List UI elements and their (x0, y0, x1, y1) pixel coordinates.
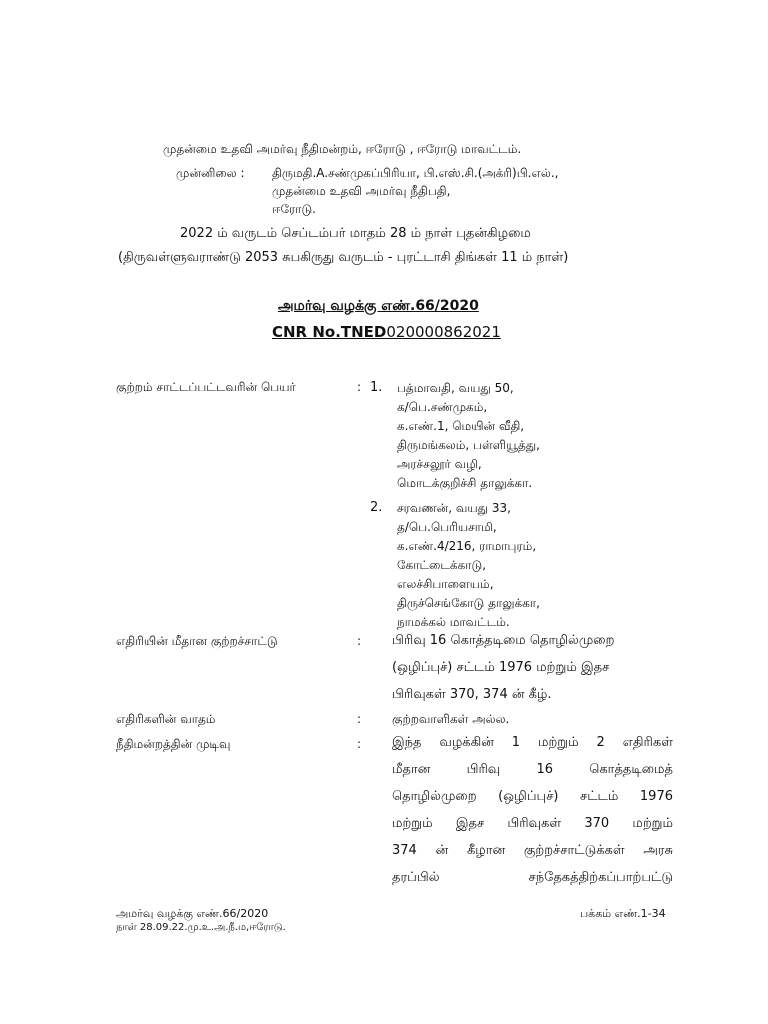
decision-word: 370 (584, 816, 610, 831)
charge-line: பிரிவுகள் 370, 374 ன் கீழ். (392, 687, 552, 702)
accused-2-number: 2. (370, 500, 383, 515)
hearing-date: 2022 ம் வருடம் செப்டம்பர் மாதம் 28 ம் நாள் புதன்கிழமை (180, 226, 531, 241)
footer-date-ref: நாள் 28.09.22.மு.உ.அ.நீ.ம,ஈரோடு. (116, 922, 286, 933)
court-name: முதன்மை உதவி அமர்வு நீதிமன்றம், ஈரோடு , ஈரோடு மாவட்டம். (163, 142, 522, 156)
accused-1-number: 1. (370, 380, 383, 395)
decision-word: பிரிவு (466, 762, 501, 777)
accused-2-line: எலச்சிபாளையம், (397, 577, 494, 591)
charge-colon: : (357, 634, 362, 648)
accused-2-line: திருச்செங்கோடு தாலுக்கா, (397, 596, 540, 610)
decision-word: ன் (435, 843, 449, 858)
presiding-line-3: ஈரோடு. (272, 202, 316, 216)
accused-1-line: மொடக்குறிச்சி தாலுக்கா. (397, 476, 533, 490)
charge-line: (ஒழிப்புச்) சட்டம் 1976 மற்றும் இதச (392, 660, 610, 675)
accused-2-line: த/பெ.பெரியசாமி, (397, 520, 497, 534)
accused-label: குற்றம் சாட்டப்பட்டவரின் பெயர் (116, 380, 296, 394)
decision-word: மீதான (392, 762, 431, 777)
decision-line (392, 762, 673, 778)
decision-line (392, 789, 673, 805)
accused-1-line: க/பெ.சண்முகம், (397, 400, 488, 414)
decision-word: இதச (455, 816, 485, 831)
accused-2-line: க.எண்.4/216, ராமாபுரம், (397, 539, 537, 553)
accused-2-line: சரவணன், வயது 33, (397, 501, 511, 515)
decision-word: கீழான (466, 843, 506, 858)
decision-word: வழக்கின் (439, 735, 494, 750)
decision-word: மற்றும் (537, 735, 579, 750)
decision-word: 16 (536, 762, 554, 777)
decision-word: 2 (596, 735, 605, 750)
decision-word: குற்றச்சாட்டுக்கள் (523, 843, 625, 858)
decision-word: கொத்தடிமைத் (589, 762, 673, 777)
charge-line: பிரிவு 16 கொத்தடிமை தொழில்முறை (392, 633, 615, 648)
tamil-calendar-date: (திருவள்ளுவராண்டு 2053 சுபகிருது வருடம் - புரட்டாசி திங்கள் 11 ம் நாள்) (118, 250, 569, 265)
decision-line (392, 843, 673, 859)
decision-word: எதிரிகள் (622, 735, 673, 750)
plea-value: குற்றவாளிகள் அல்ல. (392, 712, 510, 726)
plea-label: எதிரிகளின் வாதம் (116, 712, 216, 726)
decision-word: தொழில்முறை (392, 789, 477, 804)
accused-1-line: க.எண்.1, மெயின் வீதி, (397, 419, 525, 433)
footer-page-number: பக்கம் எண்.1-34 (580, 907, 666, 920)
plea-colon: : (357, 712, 362, 726)
decision-word: தரப்பில் (392, 870, 440, 885)
decision-line (392, 870, 673, 886)
accused-1-line: அரச்சலூர் வழி, (397, 457, 482, 471)
decision-word: சந்தேகத்திற்கப்பாற்பட்டு (528, 870, 673, 885)
presiding-label: முன்னிலை : (176, 166, 245, 180)
cnr-digits: 020000862021 (386, 323, 501, 341)
decision-word: பிரிவுகள் (507, 816, 562, 831)
decision-label: நீதிமன்றத்தின் முடிவு (116, 737, 231, 751)
decision-word: மற்றும் (392, 816, 433, 831)
decision-line (392, 735, 673, 751)
presiding-line-2: முதன்மை உதவி அமர்வு நீதிபதி, (272, 184, 451, 198)
decision-word: சட்டம் (580, 789, 619, 804)
accused-2-line: நாமக்கல் மாவட்டம். (397, 615, 510, 629)
case-title: அமர்வு வழக்கு எண்.66/2020 (278, 298, 479, 314)
accused-2-line: கோட்டைக்காடு, (397, 558, 487, 572)
cnr-prefix: CNR No.TNED (272, 323, 387, 341)
decision-word: 1976 (639, 789, 673, 804)
decision-word: (ஒழிப்புச்) (498, 789, 559, 804)
decision-colon: : (357, 737, 362, 751)
footer-case-ref: அமர்வு வழக்கு எண்.66/2020 (116, 907, 269, 920)
decision-word: இந்த (392, 735, 422, 750)
decision-word: அரசு (643, 843, 673, 858)
cnr-number (272, 323, 501, 341)
decision-word: 1 (511, 735, 521, 750)
charge-label: எதிரியின் மீதான குற்றச்சாட்டு (116, 634, 278, 648)
decision-line (392, 816, 673, 832)
presiding-line-1: திருமதி.A.சண்முகப்பிரியா, பி.எஸ்.சி.(அக்ரி)பி.எல்., (272, 166, 559, 180)
decision-word: மற்றும் (632, 816, 673, 831)
accused-1-line: பத்மாவதி, வயது 50, (397, 381, 514, 395)
accused-1-line: திருமங்கலம், பள்ளியூத்து, (397, 438, 540, 452)
decision-word: 374 (392, 843, 417, 858)
accused-colon: : (357, 380, 362, 394)
